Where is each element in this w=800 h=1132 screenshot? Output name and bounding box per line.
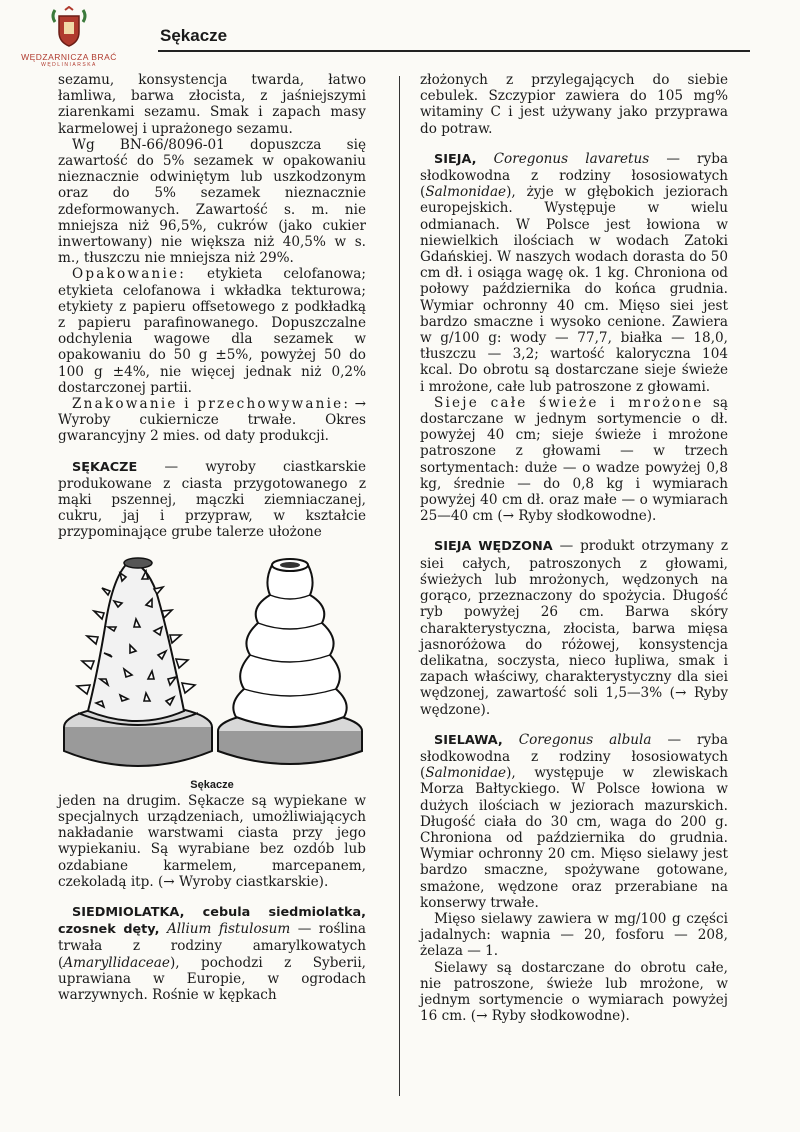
packaging-label: Opakowanie: <box>72 266 187 283</box>
siedmiolatka-keyword: SIEDMIOLATKA, cebula siedmiolatka, czosnek dęty, <box>58 904 366 938</box>
siedmiolatka-entry <box>58 904 366 1003</box>
siedmiolatka-family: Amaryllidaceae <box>63 954 170 971</box>
marking-text: → Wyroby cukiernicze trwałe. Okres gwarancyjny 2 mies. od daty produkcji. <box>58 396 366 445</box>
sekacze-entry <box>58 459 366 541</box>
smooth-cake-drawing <box>218 559 362 764</box>
sielawa-trade-paragraph: Sielawy są dostarczane do obrotu całe, nie patroszone, świeże lub mrożone, w jednym sortymencie o wymiarach powyżej 16 cm. (→ Ryby słodkowodne). <box>420 959 728 1025</box>
sekacze-figure <box>58 551 366 793</box>
page-title: Sękacze <box>160 26 228 45</box>
sekacze-definition: — wyroby ciastkarskie produkowane z ciasta przygotowanego z mąki pszennej, mączki ziemniaczanej, cukru, jaj i przypraw, w kształcie przypominające grube talerze ułożone <box>58 458 366 541</box>
sekacze-illustration <box>58 551 366 775</box>
sieja-wedzona-entry <box>420 538 728 717</box>
sezamki-standard-paragraph: Wg BN-66/8096-01 dopuszcza się zawartość do 5% sezamek w opakowaniu nieznacznie odwiniętym lub uszkodzonym oraz do 5% sezamek nieznacznie zdeformowanych. Zawartość s. m. nie mniejsza niż 96,5%, cukrów (jako cukier inwertowany) nie większa niż 40,5% w s. m., tłuszczu nie mniejsza niż 29%. <box>58 136 366 267</box>
sieja-wedzona-keyword: SIEJA WĘDZONA <box>434 539 553 555</box>
siedmiolatka-latin: Allium fistulosum <box>166 921 291 938</box>
sielawa-text2: ), występuje w zlewiskach Morza Bałtyckiego. W Polsce łowiona w dużych ilościach w jeziorach mazurskich. Długość ciała do 30 cm, waga do 200 g. Chroniona od października do grudnia. Wymiar ochronny 20 cm. Mięso sielawy jest bardzo smaczne, spożywane gotowane, smażone, wędzone oraz przerabiane na konserwy trwałe. <box>420 765 728 911</box>
packaging-text: etykieta celofanowa; etykieta celofanowa i wkładka tekturowa; etykiety z papieru offsetowego z podkładką z papieru parafinowanego. Dopuszczalne odchylenia wagowe dla sezamek w opakowaniu do 50 g ±5%, powyżej 50 do 100 g ±4%, nie więcej jednak niż 0,2% dostarczonej partii. <box>58 266 366 396</box>
siedmiolatka-continuation: złożonych z przylegających do siebie cebulek. Szczypior zawiera do 105 mg% witaminy C i jest używany jako przyprawa do potraw. <box>420 72 728 137</box>
column-divider <box>399 76 400 1096</box>
sezamki-marking-paragraph <box>58 396 366 445</box>
sieja-text2: ), żyje w głębokich jeziorach europejskich. Występuje w wielu odmianach. W Polsce jest łowiona w niewielkich ilościach w wodach Zatoki Gdańskiej. W naszych wodach dorasta do 50 cm dł. i osiąga wagę ok. 1 kg. Chroniona od połowy października do końca grudnia. Wymiar ochronny 40 cm. Mięso siei jest bardzo smaczne i wysoko cenione. Zawiera w g/100 g: wody — 77,7, białka — 18,0, tłuszczu — 3,2; wartość kaloryczna 104 kcal. Do obrotu są dostarczane sieje świeże i mrożone, całe lub patroszone z głowami. <box>420 184 728 395</box>
sieja-assortment-paragraph <box>420 395 728 525</box>
siedmiolatka-text2: ), pochodzi z Syberii, uprawiana w Europie, w ogrodach warzywnych. Rośnie w kępkach <box>58 954 366 1003</box>
sielawa-latin: Coregonus albula <box>518 731 652 748</box>
header-rule <box>158 50 750 52</box>
sielawa-text: — ryba słodkowodna z rodziny łososiowatych ( <box>420 731 728 782</box>
logo-brand: WĘDZARNICZA BRAĆ <box>21 52 117 62</box>
right-column <box>420 72 728 1024</box>
logo-sub: WĘDLINIARSKA <box>41 62 97 68</box>
sezamki-texture-paragraph: sezamu, konsystencja twarda, łatwo łamliwa, barwa złocista, z jaśniejszymi ziarenkami sezamu. Smak i zapach masy karmelowej i uprażonego sezamu. <box>58 72 366 137</box>
spiky-cake-drawing <box>64 558 212 766</box>
sekacze-continuation: jeden na drugim. Sękacze są wypiekane w specjalnych urządzeniach, umożliwiających nakładanie warstwami ciasta przy jego wypiekaniu. Są wyrabiane bez ozdób lub ozdabiane karmelem, marcepanem, czekoladą itp. (→ Wyroby ciastkarskie). <box>58 792 366 890</box>
sielawa-keyword: SIELAWA, <box>434 732 503 748</box>
sieja-text: — ryba słodkowodna z rodziny łososiowatych ( <box>420 150 729 201</box>
left-column <box>58 72 366 1003</box>
sieja-assortment-text: są dostarczane w jednym sortymencie o dł. powyżej 40 cm; sieje świeże i mrożone patroszone z głowami — w trzech sortymentach: duże — o wadze powyżej 0,8 kg, średnie — do 0,8 kg i wymiarach powyżej 40 cm dł. oraz małe — o wymiarach 25—40 cm (→ Ryby słodkowodne). <box>420 394 728 525</box>
logo <box>14 6 124 68</box>
siedmiolatka-text: — roślina trwała z rodziny amarylkowatych ( <box>58 921 366 971</box>
crest-icon <box>49 6 89 50</box>
marking-label: Znakowanie i przechowywanie: <box>72 396 351 413</box>
sieja-assortment-label: Sieje całe świeże i mrożone <box>434 394 704 411</box>
sieja-latin: Coregonus lavaretus <box>493 150 650 167</box>
figure-caption: Sękacze <box>190 778 234 791</box>
sieja-keyword: SIEJA, <box>434 151 477 167</box>
sielawa-entry <box>420 732 728 911</box>
sezamki-packaging-paragraph <box>58 266 366 396</box>
sekacze-keyword: SĘKACZE <box>72 459 138 475</box>
sieja-family: Salmonidae <box>425 184 507 201</box>
sieja-wedzona-text: — produkt otrzymany z siei całych, patroszonych z głowami, świeżych lub mrożonych, wędzonych na gorąco, przeznaczony do spożycia. Długość ryb powyżej 26 cm. Barwa skóry charakterystyczna, złocista, barwa mięsa jasnoróżowa do różowej, konsystencja delikatna, soczysta, nieco łupliwa, smak i zapach właściwy, charakterystyczny dla siei wędzonej, zawartość soli 1,5—3% (→ Ryby wędzone). <box>420 538 728 718</box>
sielawa-nutrition-paragraph: Mięso sielawy zawiera w mg/100 g części jadalnych: wapnia — 20, fosforu — 208, żelaza — 1. <box>420 910 728 960</box>
sielawa-family: Salmonidae <box>425 765 507 782</box>
sieja-entry <box>420 151 728 395</box>
